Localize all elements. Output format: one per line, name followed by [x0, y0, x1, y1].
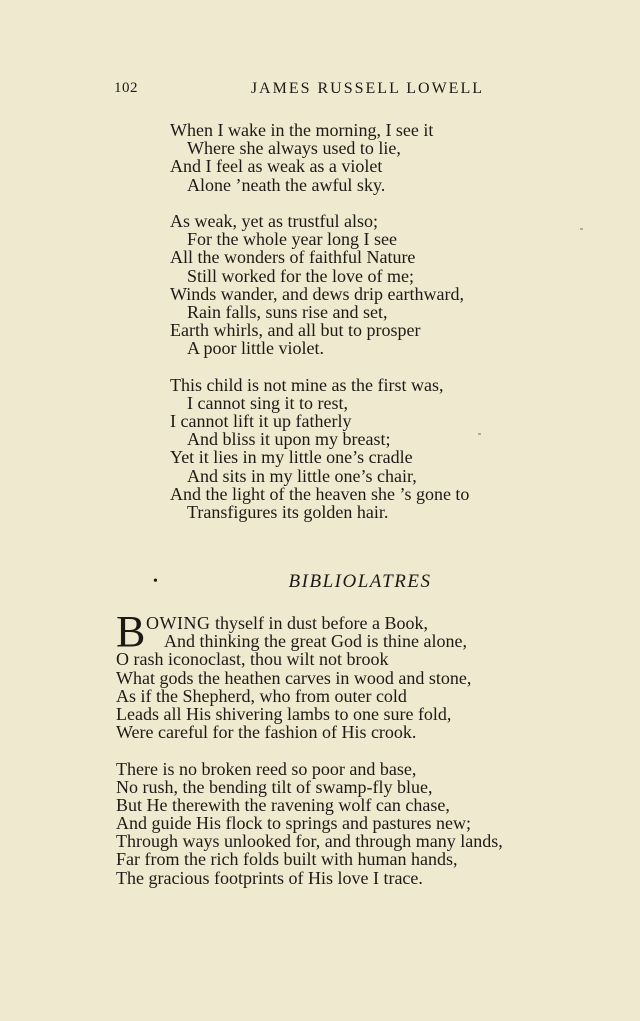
poem-line: And guide His flock to springs and pastures new;: [116, 813, 471, 834]
poem-line: All the wonders of faithful Nature: [170, 247, 416, 268]
poem-line: As if the Shepherd, who from outer cold: [116, 685, 407, 706]
stanza-3: [170, 376, 590, 522]
poem-bibliolatres: [116, 607, 616, 888]
poem-line: And sits in my little one’s chair,: [187, 465, 417, 486]
poem-line: Far from the rich folds built with human hands,: [116, 849, 458, 870]
poem-line: What gods the heathen carves in wood and stone,: [116, 667, 472, 688]
poem-line: This child is not mine as the first was,: [170, 374, 444, 395]
running-head: JAMES RUSSELL LOWELL: [250, 80, 484, 97]
poem-line: And I feel as weak as a violet: [170, 156, 383, 177]
poem-line: I cannot lift it up fatherly: [170, 411, 352, 431]
stanza-2: [116, 760, 616, 887]
poem-line: As weak, yet as trustful also;: [170, 210, 378, 231]
paper-speck: [478, 433, 481, 435]
page-number: 102: [114, 80, 138, 96]
poem-line: And thinking the great God is thine alone,: [164, 631, 467, 652]
poem-line: And bliss it upon my breast;: [187, 429, 391, 450]
poem-line: Winds wander, and dews drip earthward,: [170, 283, 464, 304]
poem-line: Earth whirls, and all but to prosper: [170, 320, 421, 341]
poem-violet: [170, 121, 590, 521]
poem-line: Were careful for the fashion of His crook.: [116, 722, 417, 743]
poem-line: Yet it lies in my little one’s cradle: [170, 447, 413, 468]
first-line-rest: thyself in dust before a Book,: [210, 613, 428, 633]
poem-title-text: BIBLIOLATRES: [288, 571, 432, 592]
poem-line: Alone ’neath the awful sky.: [187, 174, 386, 195]
poem-line: Still worked for the love of me;: [187, 265, 414, 286]
poem-line: I cannot sing it to rest,: [187, 392, 348, 413]
poem-line-first: [116, 614, 616, 632]
drop-cap: B: [116, 607, 146, 656]
poem-title: [0, 571, 640, 593]
poem-line: Rain falls, suns rise and set,: [187, 301, 388, 322]
poem-line: A poor little violet.: [187, 338, 324, 359]
poem-line: No rush, the bending tilt of swamp-fly blue,: [116, 776, 433, 797]
poem-line: For the whole year long I see: [187, 229, 397, 250]
poem-line: When I wake in the morning, I see it: [170, 120, 434, 140]
page-header: [114, 80, 484, 102]
poem-line: There is no broken reed so poor and base,: [116, 758, 417, 779]
first-word-rest: OWING: [146, 613, 211, 633]
poem-line: Leads all His shivering lambs to one sure fold,: [116, 703, 452, 724]
poem-line: Transfigures its golden hair.: [187, 501, 389, 522]
poem-line: And the light of the heaven she ’s gone to: [170, 483, 470, 504]
stanza-2: [170, 212, 590, 358]
poem-line: Through ways unlooked for, and through many lands,: [116, 831, 503, 852]
printer-mark-icon: •: [153, 574, 158, 589]
poem-line: But He therewith the ravening wolf can chase,: [116, 794, 450, 815]
poem-line: O rash iconoclast, thou wilt not brook: [116, 649, 389, 670]
poem-line: The gracious footprints of His love I trace.: [116, 867, 423, 888]
paper-speck: [580, 228, 583, 230]
stanza-1: [170, 121, 590, 194]
stanza-1: [116, 607, 616, 743]
poem-line: Where she always used to lie,: [187, 138, 401, 159]
